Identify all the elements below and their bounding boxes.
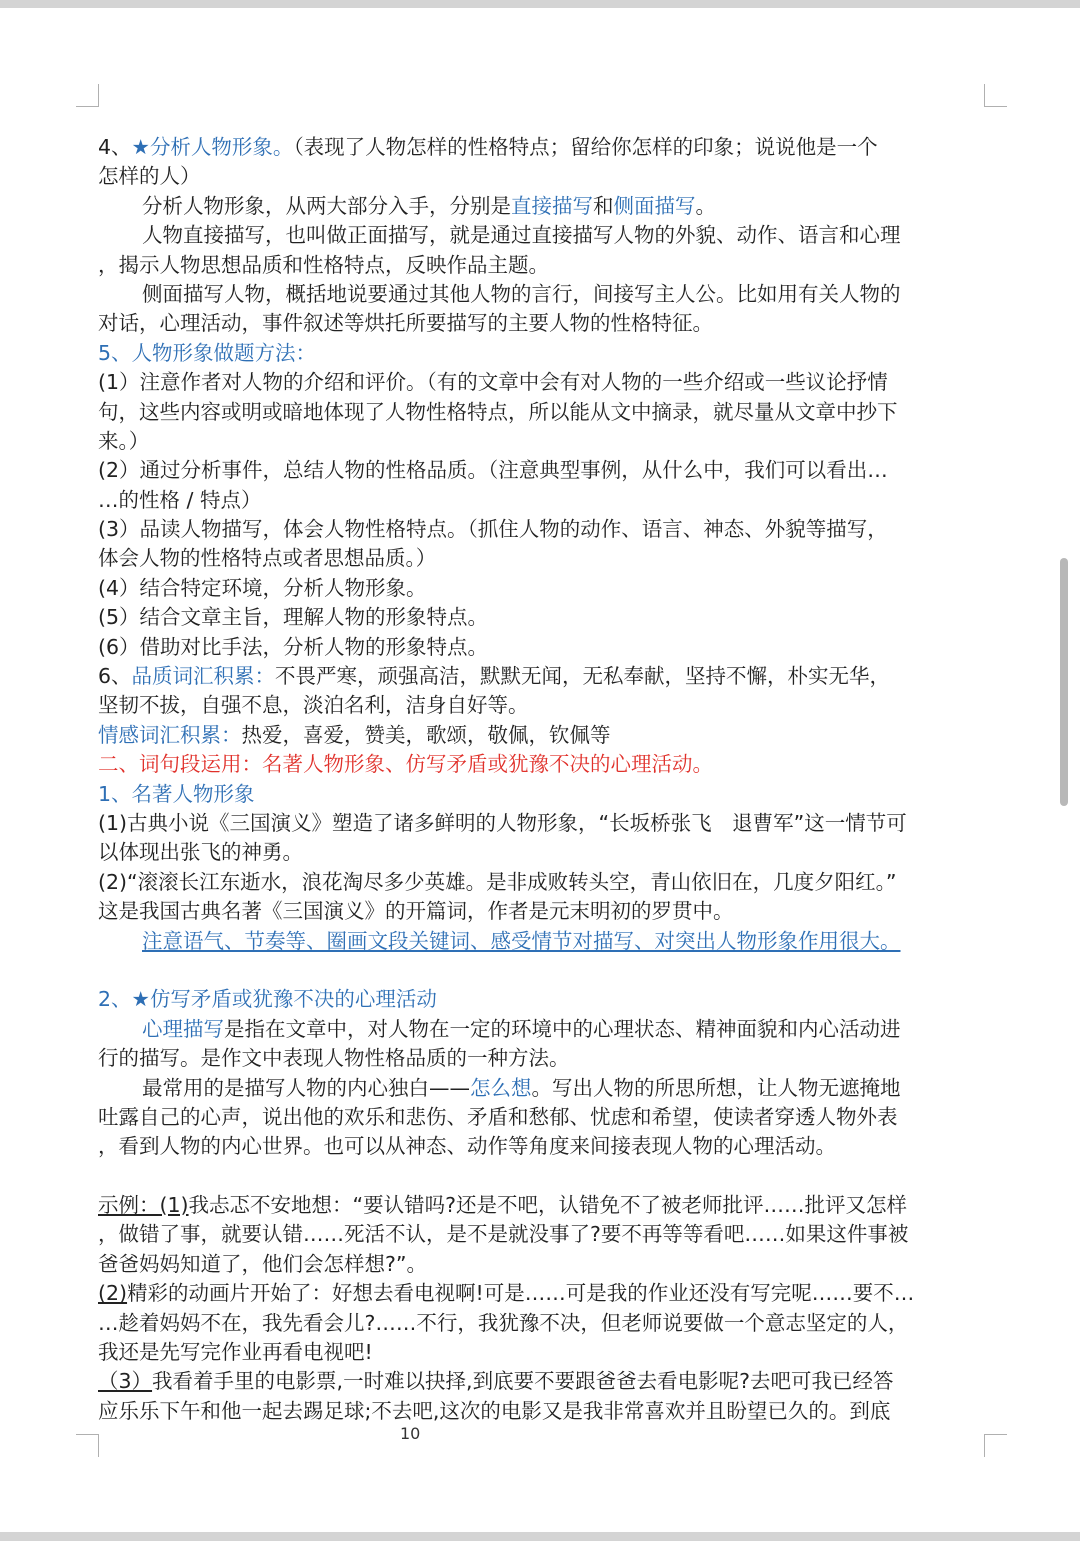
text-line: ，看到人物的内心世界。也可以从神态、动作等角度来间接表现人物的心理活动。 bbox=[98, 1134, 836, 1159]
text-line: 对话，心理活动，事件叙述等烘托所要描写的主要人物的性格特征。 bbox=[98, 311, 713, 336]
text-line: 这是我国古典名著《三国演义》的开篇词，作者是元末明初的罗贯中。 bbox=[98, 899, 734, 924]
paragraph: 分析人物形象，从两大部分入手，分别是直接描写和侧面描写。 bbox=[142, 193, 716, 218]
section-6-heading: 6、品质词汇积累：不畏严寒，顽强高洁，默默无闻，无私奉献，坚持不懈，朴实无华， bbox=[98, 664, 891, 689]
list-item: (2）通过分析事件，总结人物的性格品质。（注意典型事例，从什么中，我们可以看出… bbox=[98, 458, 888, 483]
part-2-heading: 二、词句段运用：名著人物形象、仿写矛盾或犹豫不决的心理活动。 bbox=[98, 752, 713, 777]
crop-mark-bottom-left bbox=[76, 1434, 99, 1457]
text-line: 应乐乐下午和他一起去踢足球;不去吧,这次的电影又是我非常喜欢并且盼望已久的。到底 bbox=[98, 1398, 891, 1423]
text-line: (2)“滚滚长江东逝水，浪花淘尽多少英雄。是非成败转头空，青山依旧在，几度夕阳红。” bbox=[98, 869, 897, 894]
list-item: (5）结合文章主旨，理解人物的形象特点。 bbox=[98, 605, 489, 630]
paragraph: 心理描写是指在文章中，对人物在一定的环境中的心理状态、精神面貌和内心活动进 bbox=[142, 1016, 901, 1041]
section-5-heading: 5、人物形象做题方法： bbox=[98, 340, 317, 365]
subsection-1-heading: 1、名著人物形象 bbox=[98, 781, 255, 806]
list-item: (4）结合特定环境，分析人物形象。 bbox=[98, 575, 427, 600]
section-4-heading: 4、★分析人物形象。（表现了人物怎样的性格特点；留给你怎样的印象；说说他是一个 bbox=[98, 135, 878, 159]
text-line: (1)古典小说《三国演义》塑造了诸多鲜明的人物形象，“长坂桥张飞 退曹军”这一情节可 bbox=[98, 810, 907, 835]
text-line: 侧面描写人物，概括地说要通过其他人物的言行，间接写主人公。比如用有关人物的 bbox=[142, 281, 901, 306]
text-line: 来。） bbox=[98, 428, 150, 453]
bottom-edge bbox=[0, 1532, 1080, 1541]
example-1: 示例：(1)我忐忑不安地想：“要认错吗?还是不吧，认错免不了被老师批评……批评又怎样 bbox=[98, 1193, 908, 1218]
list-item: (6）借助对比手法，分析人物的形象特点。 bbox=[98, 634, 489, 659]
spacer bbox=[98, 1162, 984, 1191]
text-line: …的性格 / 特点） bbox=[98, 487, 262, 512]
crop-mark-top-left bbox=[76, 84, 99, 107]
text-line: 体会人物的性格特点或者思想品质。） bbox=[98, 546, 437, 571]
text-line: 句，这些内容或明或暗地体现了人物性格特点，所以能从文中摘录，就尽量从文章中抄下 bbox=[98, 399, 898, 424]
spacer bbox=[98, 956, 984, 985]
example-3: （3）我看着手里的电影票,一时难以抉择,到底要不要跟爸爸去看电影呢?去吧可我已经答 bbox=[98, 1369, 894, 1394]
text-line: 我还是先写完作业再看电视吧! bbox=[98, 1340, 373, 1365]
scrollbar-thumb[interactable] bbox=[1060, 558, 1068, 806]
list-item: (3）品读人物描写，体会人物性格特点。（抓住人物的动作、语言、神态、外貌等描写， bbox=[98, 517, 888, 542]
text-line: 人物直接描写，也叫做正面描写，就是通过直接描写人物的外貌、动作、语言和心理 bbox=[142, 223, 901, 248]
text-line: 行的描写。是作文中表现人物性格品质的一种方法。 bbox=[98, 1046, 570, 1071]
crop-mark-bottom-right bbox=[984, 1434, 1007, 1457]
text-line: ，做错了事，就要认错……死活不认，是不是就没事了?要不再等等看吧……如果这件事被 bbox=[98, 1222, 909, 1247]
document-body bbox=[98, 133, 984, 1426]
text-line: …趁着妈妈不在，我先看会儿?……不行，我犹豫不决，但老师说要做一个意志坚定的人， bbox=[98, 1310, 909, 1335]
tip-line: 注意语气、节奏等、圈画文段关键词、感受情节对描写、对突出人物形象作用很大。 bbox=[142, 928, 901, 953]
subsection-2-heading: 2、★仿写矛盾或犹豫不决的心理活动 bbox=[98, 987, 437, 1012]
text-line: 爸爸妈妈知道了，他们会怎样想?”。 bbox=[98, 1251, 428, 1276]
emotion-words: 情感词汇积累：热爱，喜爱，赞美，歌颂，敬佩，钦佩等 bbox=[98, 722, 611, 747]
text-line: 吐露自己的心声，说出他的欢乐和悲伤、矛盾和愁郁、忧虑和希望，使读者穿透人物外表 bbox=[98, 1104, 898, 1129]
text-line: 坚韧不拔，自强不息，淡泊名利，洁身自好等。 bbox=[98, 693, 529, 718]
text-line: 以体现出张飞的神勇。 bbox=[98, 840, 303, 865]
example-2: (2)精彩的动画片开始了：好想去看电视啊!可是……可是我的作业还没有写完呢……要不… bbox=[98, 1281, 915, 1306]
paragraph: 最常用的是描写人物的内心独白——怎么想。写出人物的所思所想，让人物无遮掩地 bbox=[142, 1075, 901, 1100]
crop-mark-top-right bbox=[984, 84, 1007, 107]
text-line: 怎样的人） bbox=[98, 164, 201, 189]
list-item: (1）注意作者对人物的介绍和评价。（有的文章中会有对人物的一些介绍或一些议论抒情 bbox=[98, 370, 888, 395]
page-number: 10 bbox=[400, 1424, 421, 1443]
text-line: ，揭示人物思想品质和性格特点，反映作品主题。 bbox=[98, 252, 549, 277]
top-edge bbox=[0, 0, 1080, 8]
